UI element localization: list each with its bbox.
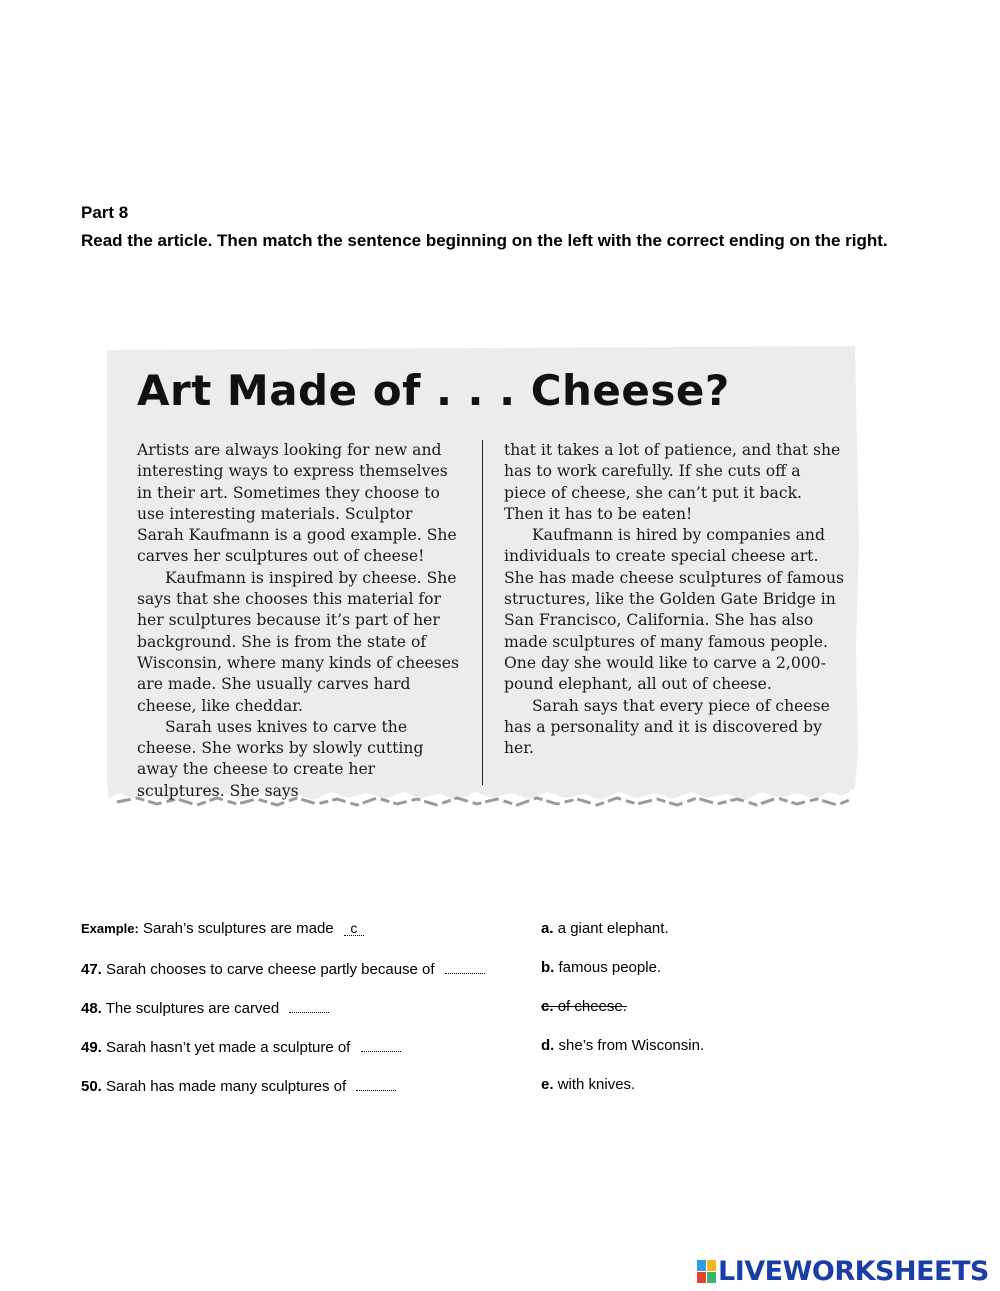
- liveworksheets-logo: [697, 1255, 989, 1287]
- option-letter: b.: [541, 959, 555, 976]
- part-title: Part 8: [81, 203, 129, 222]
- article-paragraph: Sarah says that every piece of cheese has a personality and it is discovered by her.: [504, 696, 830, 758]
- question-row: [81, 1037, 401, 1056]
- answer-blank[interactable]: [361, 1037, 401, 1052]
- instructions: Read the article. Then match the sentence beginning on the left with the correct ending on the right.: [81, 231, 888, 250]
- option-letter: e.: [541, 1076, 554, 1093]
- option-text: a giant elephant.: [557, 920, 669, 937]
- option-e: [541, 1076, 635, 1093]
- option-d: [541, 1037, 704, 1054]
- logo-text: LIVEWORKSHEETS: [718, 1255, 989, 1287]
- option-text: she’s from Wisconsin.: [558, 1037, 705, 1054]
- example-text: Sarah’s sculptures are made: [142, 920, 334, 937]
- logo-blocks-icon: [697, 1260, 716, 1283]
- answer-blank[interactable]: [289, 998, 329, 1013]
- option-letter: c.: [541, 998, 554, 1015]
- question-number: 50.: [81, 1078, 102, 1095]
- article-paragraph: Sarah uses knives to carve the cheese. She works by slowly cutting away the cheese to create her sculptures. She says: [137, 717, 424, 800]
- option-text: with knives.: [557, 1076, 636, 1093]
- option-text: of cheese.: [557, 998, 627, 1015]
- question-text: Sarah hasn’t yet made a sculpture of: [106, 1039, 351, 1056]
- answer-blank[interactable]: [445, 959, 485, 974]
- example-label: Example:: [81, 921, 139, 936]
- question-number: 48.: [81, 1000, 102, 1017]
- question-row: [81, 998, 329, 1017]
- option-text: famous people.: [558, 959, 662, 976]
- article-paragraph: that it takes a lot of patience, and that she has to work carefully. If she cuts off a piece of cheese, she can’t put it back. Then it has to be eaten!: [504, 441, 841, 523]
- example-row: [81, 920, 364, 937]
- question-row: [81, 1076, 396, 1095]
- question-text: Sarah has made many sculptures of: [106, 1078, 347, 1095]
- question-row: [81, 959, 485, 978]
- answer-blank[interactable]: [356, 1076, 396, 1091]
- option-letter: d.: [541, 1037, 555, 1054]
- article-column-left: [137, 440, 462, 802]
- article-paragraph: Kaufmann is hired by companies and individuals to create special cheese art. She has made cheese sculptures of famous structures, like the Golden Gate Bridge in San Francisco, California. She has also made sculptures of many famous people. One day she would like to carve a 2,000-pound elephant, all out of cheese.: [504, 526, 844, 694]
- column-divider: [482, 440, 483, 785]
- question-number: 47.: [81, 961, 102, 978]
- option-letter: a.: [541, 920, 554, 937]
- option-c: [541, 998, 627, 1015]
- article-paragraph: Kaufmann is inspired by cheese. She says that she chooses this material for her sculptures because it’s part of her background. She is from the state of Wisconsin, where many kinds of cheeses are made. She usually carves hard cheese, like cheddar.: [137, 568, 460, 715]
- question-text: The sculptures are carved: [105, 1000, 280, 1017]
- article-column-right: [504, 440, 844, 759]
- article-paragraph: Artists are always looking for new and interesting ways to express themselves in their art. Sometimes they choose to use interesting materials. Sculptor Sarah Kaufmann is a good example. She carves her sculptures out of cheese!: [137, 441, 457, 566]
- example-answer: c: [344, 921, 364, 936]
- option-a: [541, 920, 669, 937]
- question-number: 49.: [81, 1039, 102, 1056]
- option-b: [541, 959, 661, 976]
- question-text: Sarah chooses to carve cheese partly because of: [106, 961, 435, 978]
- article-clipping: [107, 346, 859, 808]
- article-headline: Art Made of . . . Cheese?: [137, 366, 730, 415]
